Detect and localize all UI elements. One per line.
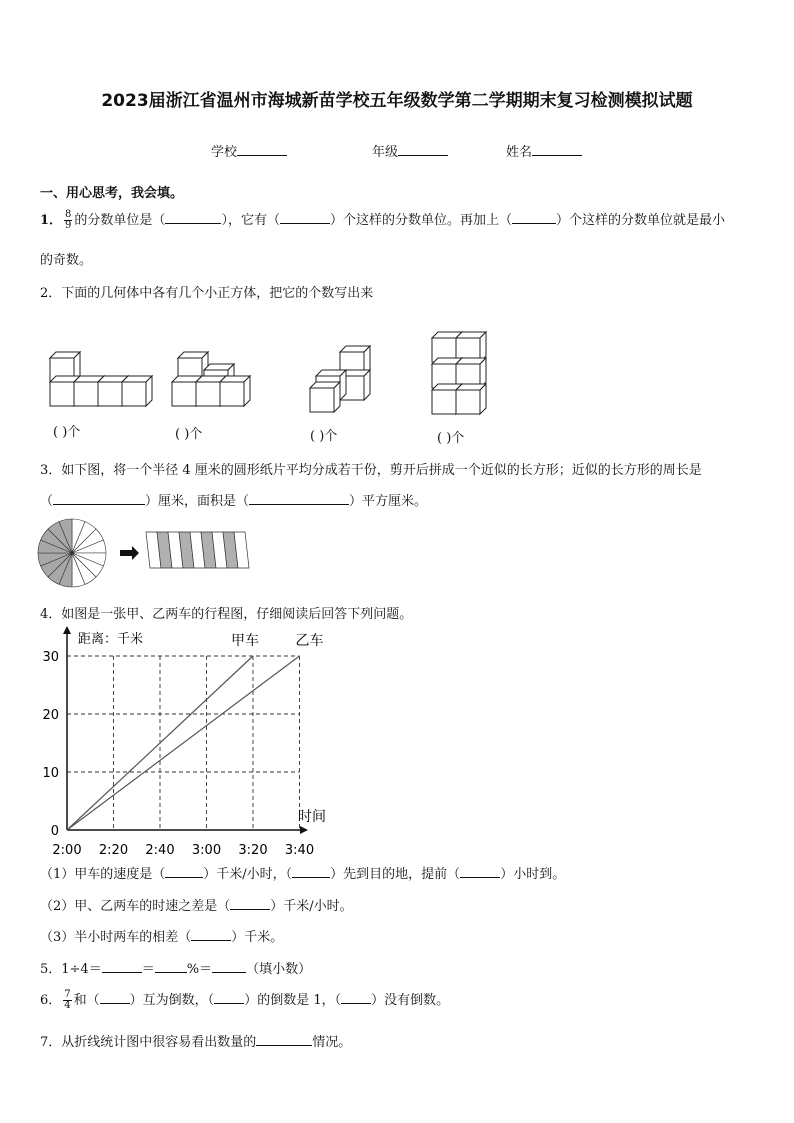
- divided-circle: [38, 519, 106, 587]
- x-axis-arrow: [300, 826, 308, 834]
- question-6: 6． $\frac{7}{4}$ 和（ ）互为倒数，（ ）的倒数是 1，（ ）没有倒数。: [40, 989, 450, 1011]
- q4-1-blank-3[interactable]: [460, 865, 500, 878]
- y-tick-label: 0: [50, 824, 59, 839]
- q3-line2: （ ）厘米，面积是（ ）平方厘米。: [40, 494, 428, 509]
- q4-sub3: （3）半小时两车的相差（ ）千米。: [40, 930, 284, 945]
- school-blank[interactable]: [237, 143, 287, 156]
- y-axis-arrow: [63, 626, 71, 634]
- name-field[interactable]: [506, 141, 582, 160]
- q5-blank-3[interactable]: [212, 960, 246, 973]
- cube-figure-2: [172, 352, 250, 406]
- x-tick-label: 2:00: [52, 843, 82, 858]
- approx-rectangle: [146, 532, 249, 568]
- school-label: 学校: [211, 145, 238, 160]
- q1-blank-3[interactable]: [512, 211, 556, 224]
- name-label: 姓名: [506, 145, 533, 160]
- question-5: 5．1÷4＝ ＝ %＝ （填小数）: [40, 962, 312, 977]
- q6-blank-3[interactable]: [341, 991, 371, 1004]
- grade-blank[interactable]: [398, 143, 448, 156]
- name-blank[interactable]: [532, 143, 582, 156]
- q2-answer-2[interactable]: ( )个: [175, 427, 203, 442]
- x-tick-label: 2:20: [98, 843, 129, 858]
- q4-1-blank-1[interactable]: [165, 865, 203, 878]
- question-1: 1． $\frac{8}{9}$ 的分数单位是（ ），它有（ ）个这样的分数单位。再加上（ ）个这样的分数单位就是最小: [40, 209, 725, 231]
- grade-label: 年级: [372, 145, 399, 160]
- q2-answer-3[interactable]: ( )个: [310, 429, 338, 444]
- cube-figure-4: [432, 332, 486, 414]
- y-tick-label: 10: [42, 766, 59, 781]
- q5-blank-1[interactable]: [102, 960, 142, 973]
- q2-answer-1[interactable]: ( )个: [53, 425, 81, 440]
- q4-2-blank[interactable]: [230, 897, 270, 910]
- x-axis-label: 时间: [298, 809, 326, 825]
- section-heading: 一、用心思考，我会填。: [40, 186, 184, 201]
- q1-blank-1[interactable]: [165, 211, 221, 224]
- x-tick-label: 3:00: [191, 843, 222, 858]
- q4-1-blank-2[interactable]: [292, 865, 330, 878]
- series-line-yi: [67, 656, 300, 830]
- question-3: 3．如下图，将一个半径 4 厘米的圆形纸片平均分成若干份，剪开后拼成一个近似的长方形；近似的长方形的周长是: [40, 463, 702, 478]
- series-label: 甲车: [231, 633, 259, 649]
- question-7: 7．从折线统计图中很容易看出数量的 情况。: [40, 1035, 352, 1050]
- question-2: 2．下面的几何体中各有几个小正方体，把它的个数写出来: [40, 286, 374, 301]
- question-4: 4．如图是一张甲、乙两车的行程图，仔细阅读后回答下列问题。: [40, 607, 413, 622]
- arrow-icon: [120, 546, 139, 560]
- cube-figures: [40, 318, 530, 418]
- cube-figure-1: [50, 352, 152, 406]
- q1-fraction: $\frac{8}{9}$: [65, 209, 72, 231]
- circle-rectangle-figure: [36, 515, 276, 591]
- q3-blank-2[interactable]: [249, 492, 349, 505]
- travel-chart: [26, 626, 346, 858]
- school-field[interactable]: [211, 141, 287, 160]
- q7-blank[interactable]: [256, 1033, 312, 1046]
- q1-blank-2[interactable]: [280, 211, 330, 224]
- page-title: 2023届浙江省温州市海城新苗学校五年级数学第二学期期末复习检测模拟试题: [101, 91, 693, 111]
- q4-sub1: （1）甲车的速度是（ ）千米/小时，（ ）先到目的地，提前（ ）小时到。: [40, 867, 566, 882]
- q1-number: 1．: [40, 213, 63, 228]
- q2-answer-4[interactable]: ( )个: [437, 431, 465, 446]
- q3-blank-1[interactable]: [53, 492, 145, 505]
- x-tick-label: 3:20: [238, 843, 268, 858]
- y-tick-label: 20: [42, 708, 59, 723]
- q5-blank-2[interactable]: [155, 960, 187, 973]
- x-tick-label: 3:40: [284, 843, 315, 858]
- x-tick-label: 2:40: [145, 843, 175, 858]
- y-tick-label: 30: [42, 650, 59, 665]
- series-label: 乙车: [295, 633, 324, 649]
- q6-blank-1[interactable]: [100, 991, 130, 1004]
- y-axis-label: 距离：千米: [78, 632, 144, 647]
- q6-blank-2[interactable]: [214, 991, 244, 1004]
- q4-3-blank[interactable]: [191, 928, 231, 941]
- q1-line2: 的奇数。: [40, 253, 93, 268]
- grade-field[interactable]: [372, 141, 448, 160]
- q4-sub2: （2）甲、乙两车的时速之差是（ ）千米/小时。: [40, 899, 353, 914]
- q6-fraction: $\frac{7}{4}$: [64, 989, 71, 1011]
- cube-figure-3: [310, 346, 370, 412]
